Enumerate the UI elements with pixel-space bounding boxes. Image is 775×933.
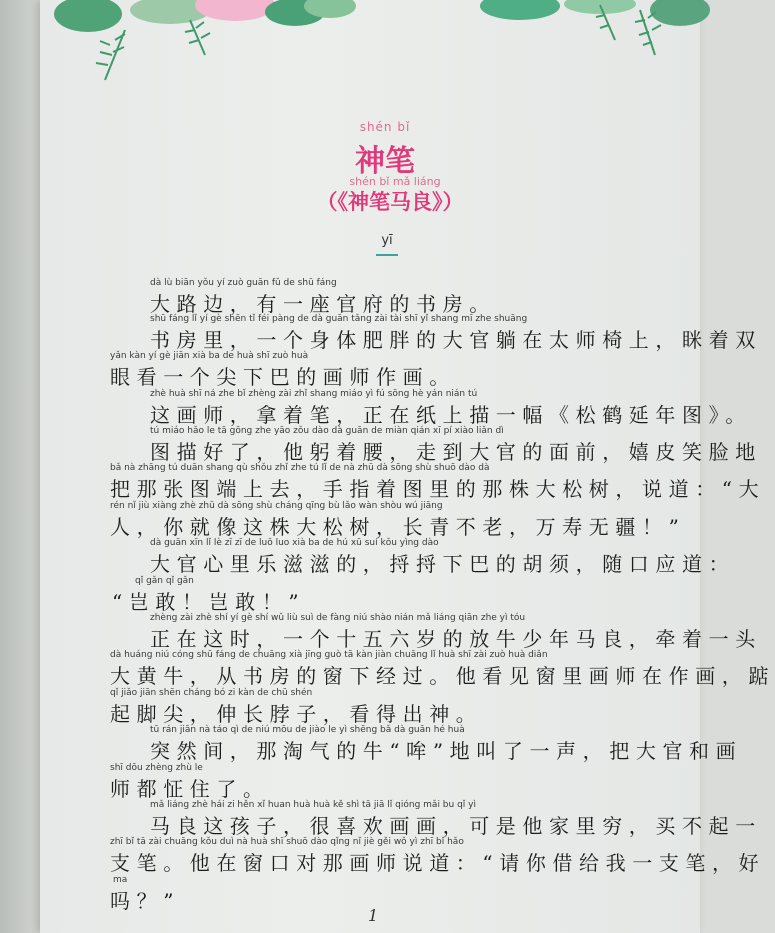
pinyin-line: dà guān xīn lǐ lè zī zī de luō luo xià ba de hú xū suí kǒu yìng dào	[150, 538, 439, 548]
text-line: 马良这孩子，很喜欢画画，可是他家里穷，买不起一	[150, 814, 762, 838]
text-line: 师都怔住了。	[110, 777, 270, 801]
text-line: “岂敢！岂敢！”	[112, 590, 306, 614]
book-gutter	[0, 0, 40, 933]
pinyin-line: zhèng zài zhè shí yí gè shí wǔ liù suì de fàng niú shào nián mǎ liáng qiān zhe yì tóu	[150, 613, 526, 623]
pinyin-line: rén nǐ jiù xiàng zhè zhū dà sōng shù cháng qīng bù lǎo wàn shòu wú jiāng	[110, 501, 443, 511]
pinyin-line: ma	[113, 875, 128, 885]
text-line: 吗？”	[110, 889, 181, 913]
pinyin-line: qǐ gǎn qǐ gǎn	[135, 576, 194, 586]
text-line: 正在这时，一个十五六岁的放牛少年马良，牵着一头	[150, 627, 762, 651]
text-line: 图描好了，他躬着腰，走到大官的面前，嬉皮笑脸地	[150, 440, 762, 464]
pinyin-line: yǎn kàn yí gè jiān xià ba de huà shī zuò huà	[110, 351, 309, 361]
pinyin-line: tū rán jiān nà táo qì de niú mōu de jiào le yì shēng bǎ dà guān hé huà	[150, 725, 465, 735]
page-subtitle: （《神笔马良》）	[316, 190, 464, 214]
pinyin-line: tú miáo hǎo le tā gōng zhe yāo zǒu dào dà guān de miàn qián xī pí xiào liǎn dì	[150, 426, 504, 436]
pinyin-line: dà lù biān yǒu yí zuò guān fǔ de shū fáng	[150, 278, 337, 288]
pinyin-line: dà huáng niú cóng shū fáng de chuāng xià jīng guò tā kàn jiàn chuāng lǐ huà shī zài zuò huà diǎn	[110, 650, 548, 660]
text-line: 人，你就像这株大松树，长青不老，万寿无疆！”	[110, 515, 686, 539]
pinyin-line: zhī bǐ tā zài chuāng kǒu duì nà huà shī shuō dào qǐng nǐ jiè gěi wǒ yì zhī bǐ hǎo	[110, 837, 464, 847]
pinyin-line: bǎ nà zhāng tú duān shang qù shǒu zhǐ zhe tú lǐ de nà zhū dà sōng shù shuō dào dà	[110, 463, 490, 473]
text-line: 大黄牛，从书房的窗下经过。他看见窗里画师在作画，踮	[110, 664, 775, 688]
text-line: 支笔。他在窗口对那画师说道：“请你借给我一支笔，好	[110, 851, 766, 875]
page-number: 1	[368, 906, 379, 925]
title-pinyin: shén bǐ	[359, 120, 411, 134]
pinyin-line: qǐ jiǎo jiān shēn cháng bó zi kàn de chū shén	[110, 688, 313, 698]
text-line: 把那张图端上去，手指着图里的那株大松树，说道：“大	[110, 477, 766, 501]
text-line: 大路边，有一座官府的书房。	[150, 292, 496, 316]
text-line: 突然间，那淘气的牛“哞”地叫了一声，把大官和画	[150, 739, 743, 763]
pinyin-line: shī dōu zhèng zhù le	[110, 763, 203, 773]
subtitle-pinyin: shén bǐ mǎ liáng	[349, 175, 441, 188]
text-line: 起脚尖，伸长脖子，看得出神。	[110, 702, 483, 726]
page-title: 神笔	[355, 144, 415, 179]
leaf-decoration	[0, 0, 700, 85]
pinyin-line: zhè huà shī ná zhe bǐ zhèng zài zhǐ shang miáo yì fú sōng hè yán nián tú	[150, 389, 478, 399]
pinyin-line: mǎ liáng zhè hái zi hěn xǐ huan huà huà kě shì tā jiā lǐ qióng mǎi bu qǐ yì	[150, 800, 476, 810]
pinyin-line: shū fáng lǐ yí gè shēn tǐ féi pàng de dà guān tǎng zài tài shī yǐ shang mī zhe shuāng	[150, 314, 528, 324]
section-number-pinyin: yī	[381, 233, 393, 248]
text-line: 书房里，一个身体肥胖的大官躺在太师椅上，眯着双	[150, 328, 762, 352]
text-line: 大官心里乐滋滋的，捋捋下巴的胡须，随口应道：	[150, 552, 736, 576]
text-line: 眼看一个尖下巴的画师作画。	[110, 365, 456, 389]
text-line: 这画师，拿着笔，正在纸上描一幅《松鹤延年图》。	[150, 403, 752, 427]
section-underline	[376, 254, 398, 256]
